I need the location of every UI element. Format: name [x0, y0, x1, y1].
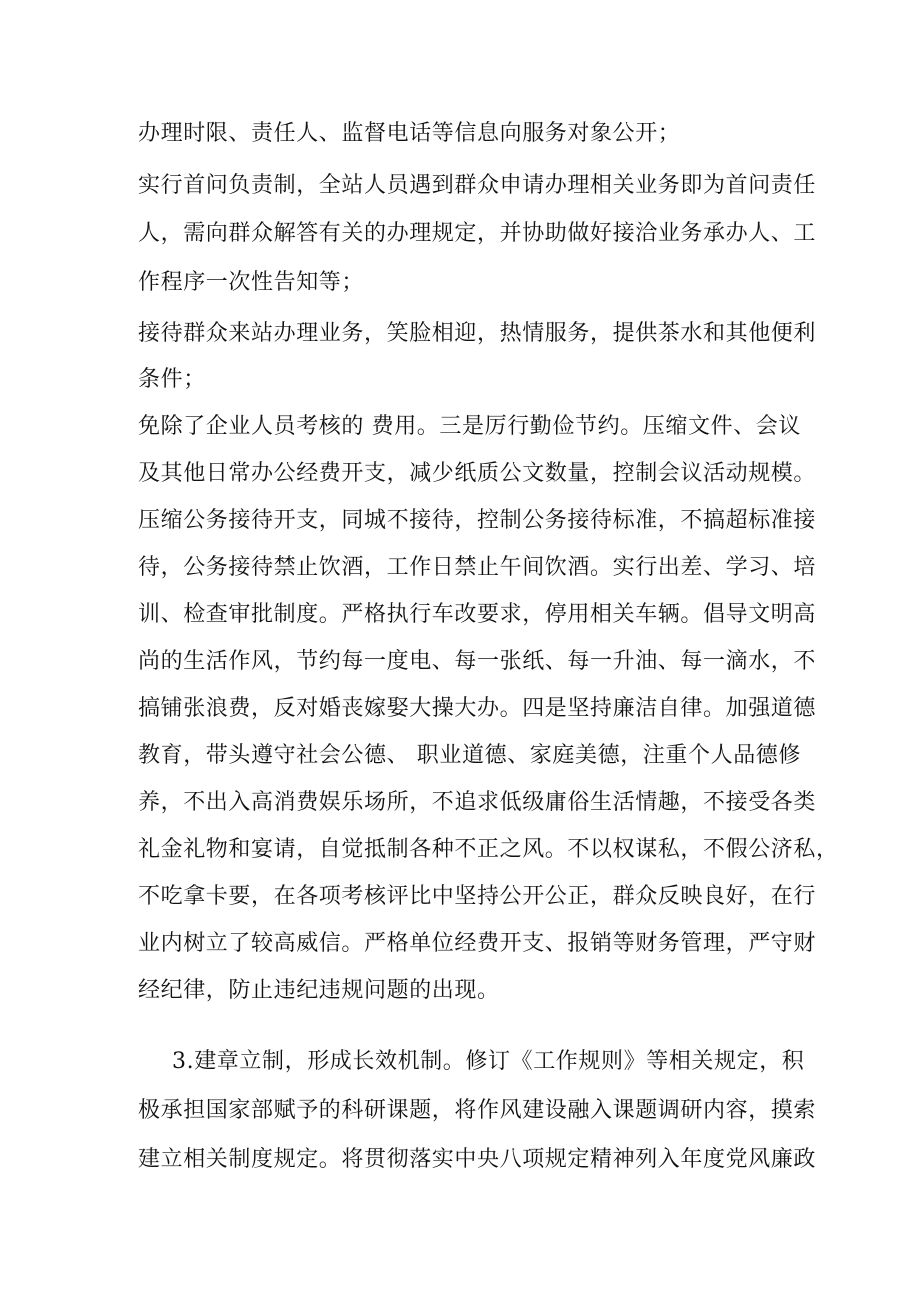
text-line: 搞铺张浪费，反对婚丧嫁娶大操大办。四是坚持廉洁自律。加强道德	[138, 696, 817, 721]
text-line: 极承担国家部赋予的科研课题，将作风建设融入课题调研内容，摸索	[138, 1098, 817, 1123]
text-line: 养，不出入高消费娱乐场所，不追求低级庸俗生活情趣，不接受各类	[138, 790, 817, 815]
text-line: 建立相关制度规定。将贯彻落实中央八项规定精神列入年度党风廉政	[138, 1147, 817, 1172]
text-line: 训、检查审批制度。严格执行车改要求，停用相关车辆。倡导文明高	[138, 602, 817, 627]
text-line: 压缩公务接待开支，同城不接待，控制公务接待标准，不搞超标准接	[138, 508, 817, 533]
text-line: 作程序一次性告知等；	[138, 270, 365, 295]
text-line: 条件；	[138, 367, 206, 392]
text-line: 接待群众来站办理业务，笑脸相迎，热情服务，提供茶水和其他便利	[138, 321, 817, 346]
text-line: 人，需向群众解答有关的办理规定，并协助做好接洽业务承办人、工	[138, 221, 817, 246]
text-line: 教育，带头遵守社会公德、 职业道德、家庭美德，注重个人品德修	[138, 743, 801, 768]
text-line: 实行首问负责制，全站人员遇到群众申请办理相关业务即为首问责任	[138, 173, 817, 198]
text-line: 尚的生活作风，节约每一度电、每一张纸、每一升油、每一滴水，不	[138, 649, 817, 674]
text-line: 免除了企业人员考核的 费用。三是厉行勤俭节约。压缩文件、会议	[138, 414, 801, 439]
text-line: 及其他日常办公经费开支，减少纸质公文数量，控制会议活动规模。	[138, 461, 817, 486]
text-line: 礼金礼物和宴请，自觉抵制各种不正之风。不以权谋私，不假公济私，	[138, 837, 839, 862]
paragraph-first-line: 3.建章立制，形成长效机制。修订《工作规则》等相关规定，积	[172, 1049, 805, 1074]
text-line: 待，公务接待禁止饮酒，工作日禁止午间饮酒。实行出差、学习、培	[138, 555, 817, 580]
text-line: 不吃拿卡要，在各项考核评比中坚持公开公正，群众反映良好，在行	[138, 884, 817, 909]
text-line: 办理时限、责任人、监督电话等信息向服务对象公开；	[138, 121, 681, 146]
text-line: 经纪律，防止违纪违规问题的出现。	[138, 978, 500, 1003]
text-line: 业内树立了较高威信。严格单位经费开支、报销等财务管理，严守财	[138, 931, 817, 956]
